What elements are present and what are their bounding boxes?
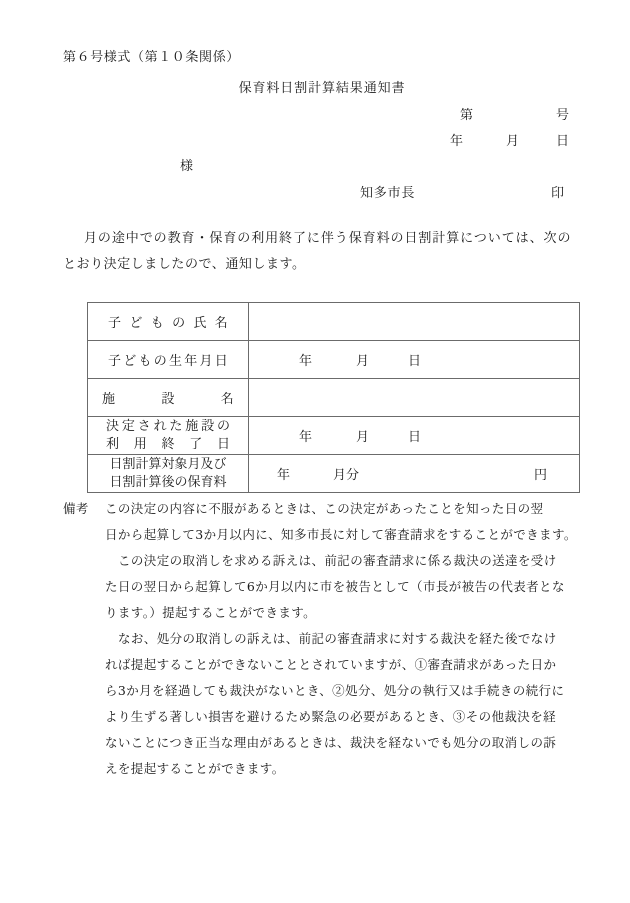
seal-icon: 印 (550, 186, 564, 201)
fee-currency-label: 円 (533, 468, 547, 483)
remarks-line: ないことにつき正当な理由があるときは、裁決を経ないでも処分の取消しの訴 (105, 735, 557, 750)
table-label-text: 子どもの生年月日 (108, 354, 228, 369)
document-number-prefix: 第 (460, 108, 474, 123)
table-row (88, 417, 580, 455)
form-number: 第６号様式（第１０条関係） (63, 50, 240, 65)
issuer-name: 知多市長 (360, 186, 416, 201)
remarks-line: なお、処分の取消しの訴えは、前記の審査請求に対する裁決を経た後でなけ (118, 631, 557, 646)
addressee-honorific: 様 (180, 159, 194, 174)
table-label-end-date (88, 417, 249, 455)
table-label-facility-name (88, 379, 249, 417)
remarks-line: この決定の取消しを求める訴えは、前記の審査請求に係る裁決の送達を受け (118, 553, 557, 568)
date-value-group (249, 350, 579, 369)
issuer-block (360, 182, 572, 201)
document-number-field (330, 104, 570, 123)
document-number-suffix: 号 (556, 108, 570, 123)
notification-table (87, 302, 580, 493)
fee-year-label: 年 (277, 468, 291, 483)
table-label-text (88, 456, 248, 492)
remarks-line: えを提起することができます。 (105, 761, 285, 776)
page-title-text: 保育料日割計算結果通知書 (238, 81, 406, 96)
table-label-line2: 利用終了日 (106, 436, 230, 452)
date-day-label: 日 (408, 430, 422, 445)
remarks-line: た日の翌日から起算して6か月以内に市を被告として（市長が被告の代表者とな (105, 579, 565, 594)
table-row (88, 379, 580, 417)
table-label-prorated-fee (88, 455, 249, 493)
remarks-line: 日から起算して3か月以内に、知多市長に対して審査請求をすることができます。 (105, 527, 577, 542)
date-month-label: 月 (356, 354, 370, 369)
remarks-line: より生ずる著しい損害を避けるため緊急の必要があるとき、③その他裁決を経 (105, 709, 557, 724)
table-value-child-birthdate[interactable] (249, 341, 580, 379)
table-row (88, 303, 580, 341)
remarks-line: ら3か月を経過しても裁決がないとき、②処分、処分の執行又は手続きの続行に (105, 683, 565, 698)
table-label-line1: 日割計算対象月及び (109, 456, 227, 472)
money-value-group (249, 464, 579, 483)
table-label-child-birthdate (88, 341, 249, 379)
issue-date-year: 年 (450, 134, 464, 149)
table-value-child-name[interactable] (249, 303, 580, 341)
date-year-label: 年 (299, 354, 313, 369)
date-value-group (249, 426, 579, 445)
page-title (0, 77, 630, 96)
table-label-child-name (88, 303, 249, 341)
remarks-line (63, 496, 571, 522)
date-year-label: 年 (299, 430, 313, 445)
remarks-line-text: この決定の内容に不服があるときは、この決定があったことを知った日の翌 (105, 501, 544, 516)
remarks-label: 備考 (63, 501, 89, 516)
body-paragraph: 月の途中での教育・保育の利用終了に伴う保育料の日割計算については、次のとおり決定しましたので、通知します。 (63, 231, 571, 272)
table-label-line1: 決定された施設の (106, 418, 230, 434)
table-label-text (88, 418, 248, 454)
remarks-line: れば提起することができないこととされていますが、①審査請求があった日か (105, 657, 557, 672)
fee-month-label: 月分 (333, 468, 360, 483)
date-day-label: 日 (408, 354, 422, 369)
issue-date-day: 日 (556, 134, 570, 149)
remarks-block (63, 496, 577, 782)
table-row (88, 455, 580, 493)
table-label-text: 施設名 (102, 392, 234, 407)
issue-date-field (330, 130, 570, 149)
table-value-prorated-fee[interactable] (249, 455, 580, 493)
table-value-facility-name[interactable] (249, 379, 580, 417)
remarks-line: ります。）提起することができます。 (105, 605, 317, 620)
table-row (88, 341, 580, 379)
table-label-text: 子どもの氏名 (108, 316, 228, 331)
issue-date-month: 月 (506, 134, 520, 149)
table-value-end-date[interactable] (249, 417, 580, 455)
date-month-label: 月 (356, 430, 370, 445)
table-label-line2: 日割計算後の保育料 (109, 474, 227, 490)
